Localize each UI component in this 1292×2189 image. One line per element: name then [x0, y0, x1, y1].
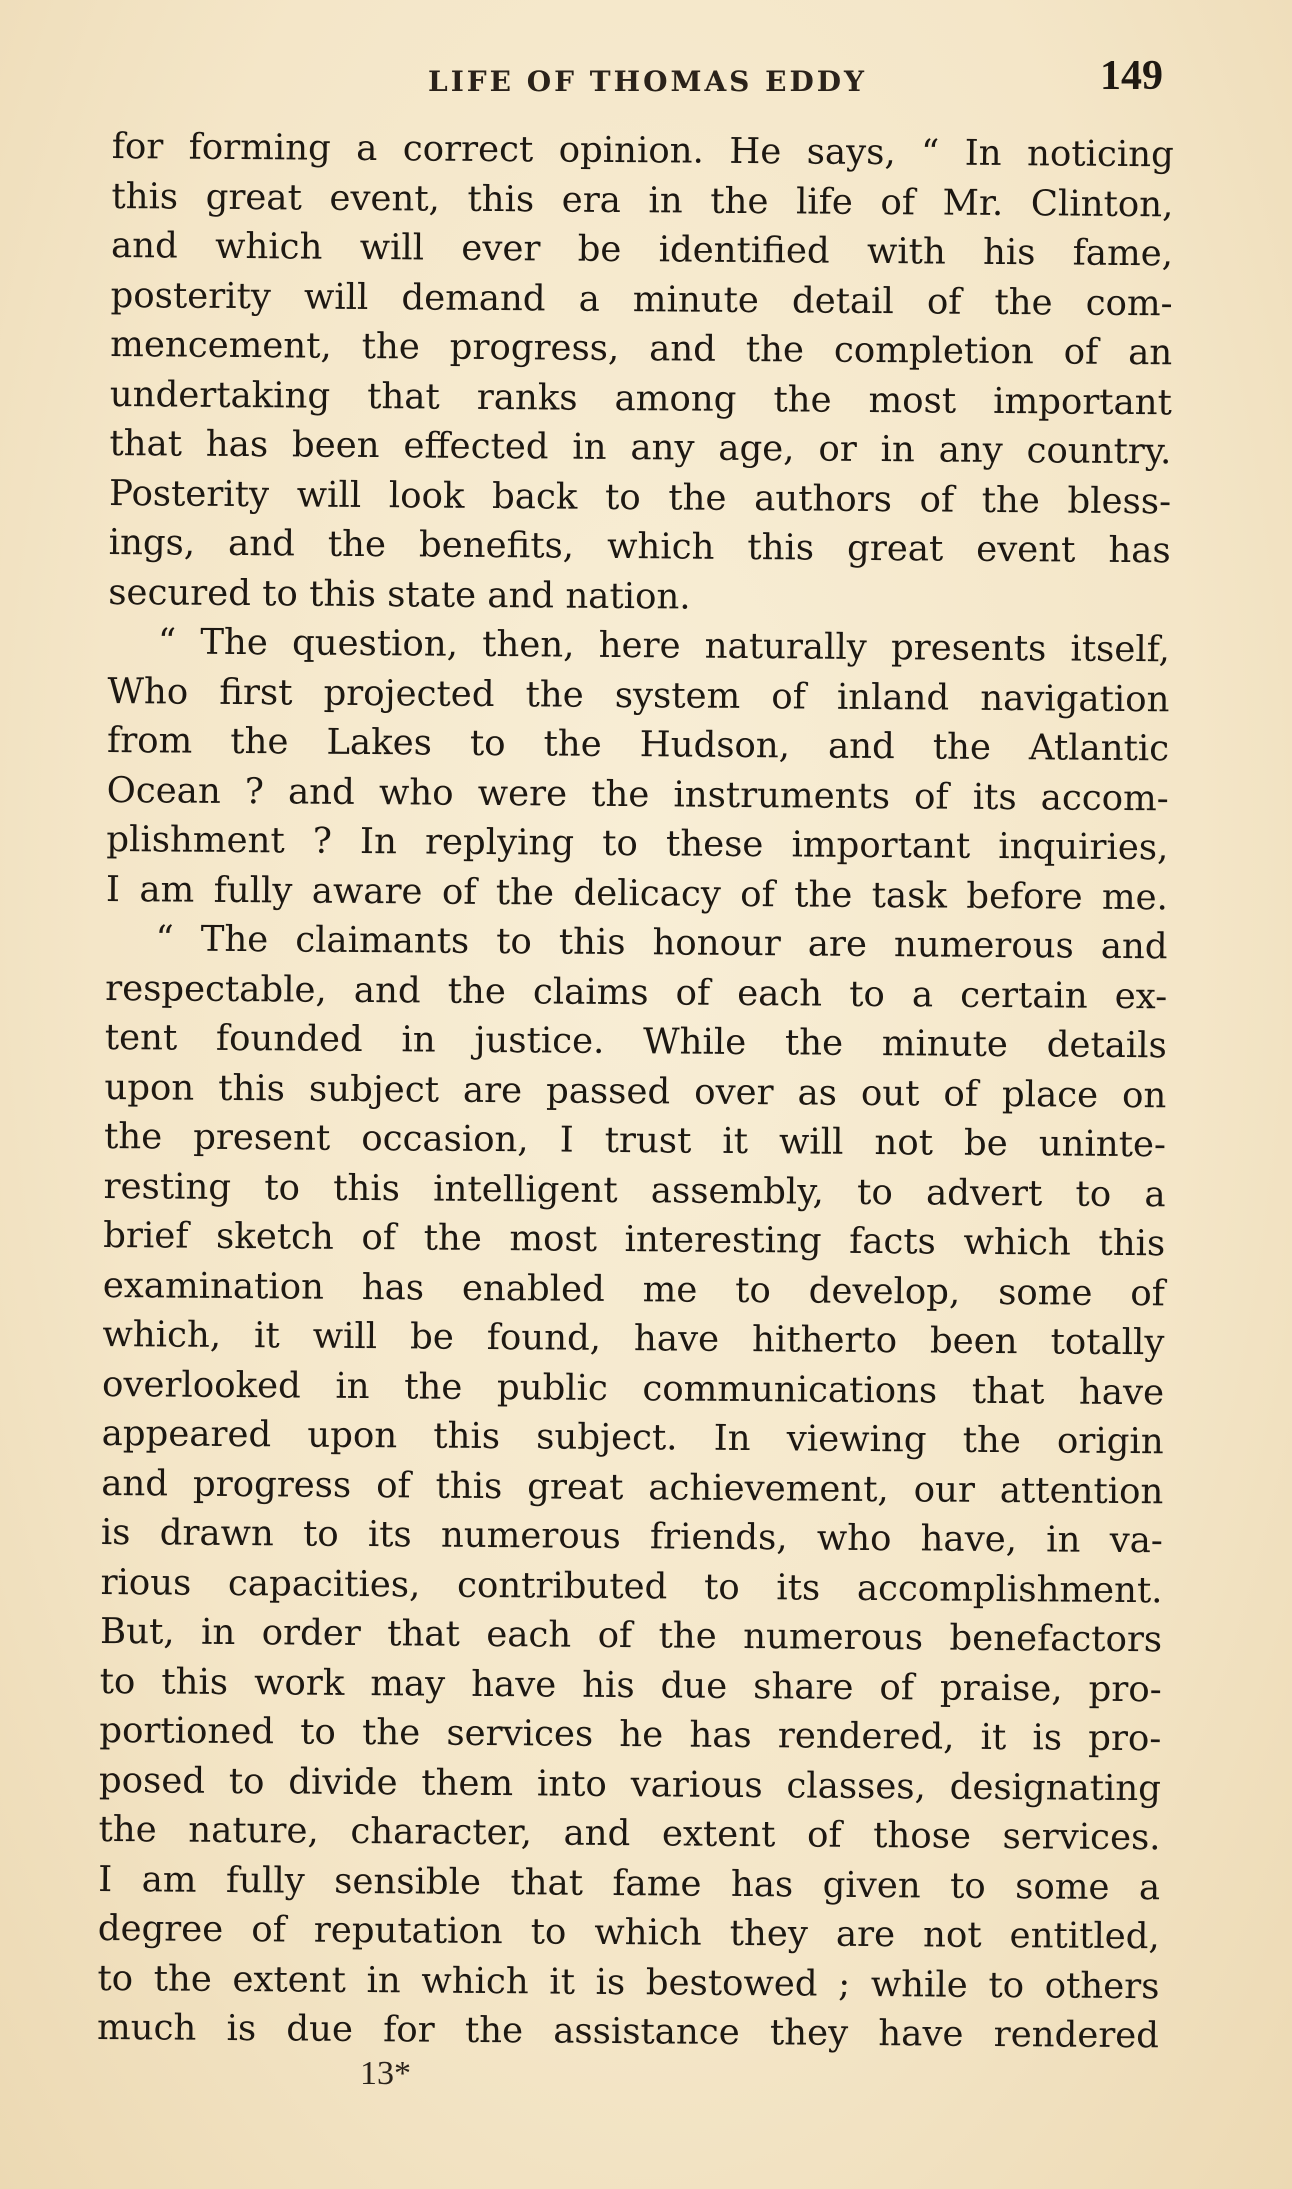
text-line: overlooked in the public communications that have — [101, 1363, 1165, 1413]
text-line: brief sketch of the most interesting facts which this — [103, 1214, 1166, 1265]
text-line: upon this subject are passed over as out of place on — [104, 1066, 1167, 1116]
text-line: undertaking that ranks among the most important — [109, 373, 1172, 423]
text-line: appeared upon this subject. In viewing the origin — [101, 1412, 1164, 1463]
text-line: much is due for the assistance they have rendered — [96, 2006, 1160, 2057]
text-line: mencement, the progress, and the completion of an — [110, 323, 1173, 374]
text-line: which, it will be found, have hitherto been totally — [102, 1313, 1165, 1364]
text-line: and which will ever be identified with his fame, — [110, 224, 1174, 275]
text-line: that has been effected in any age, or in any country. — [109, 422, 1172, 473]
text-line: ings, and the benefits, which this great event has — [108, 521, 1171, 572]
text-line: I am fully aware of the delicacy of the task before me. — [105, 868, 1169, 918]
text-line: But, in order that each of the numerous benefactors — [99, 1610, 1163, 1661]
text-line: this great event, this era in the life of Mr. Clinton, — [111, 175, 1174, 225]
text-line: I am fully sensible that fame has given to some a — [98, 1858, 1161, 1908]
text-line: Who first projected the system of inland navigation — [107, 670, 1170, 720]
text-line: posterity will demand a minute detail of the com- — [110, 274, 1173, 324]
text-line: to the extent in which it is bestowed ; while to others — [97, 1957, 1160, 2007]
text-line: “ The question, then, here naturally presents itself, — [157, 621, 1171, 671]
text-line: and progress of this great achievement, our attention — [101, 1462, 1164, 1512]
text-line: tent founded in justice. While the minute details — [104, 1016, 1167, 1067]
text-line: rious capacities, contributed to its accomplishment. — [100, 1561, 1163, 1611]
text-line: portioned to the services he has rendered, it is pro- — [99, 1709, 1162, 1760]
text-line: resting to this intelligent assembly, to advert to a — [103, 1165, 1166, 1215]
text-line: plishment ? In replying to these important inquiries, — [106, 818, 1169, 869]
text-line: the present occasion, I trust it will not be uninte- — [103, 1115, 1167, 1166]
text-line: for forming a correct opinion. He says, “ In noticing — [111, 125, 1174, 176]
text-line: “ The claimants to this honour are numerous and — [155, 918, 1168, 968]
text-line: posed to divide them into various classes, designating — [98, 1759, 1162, 1809]
body-text — [97, 122, 1190, 2061]
text-line: the nature, character, and extent of those services. — [98, 1808, 1161, 1859]
page-number: 149 — [1100, 53, 1163, 99]
text-line: Posterity will look back to the authors of the bless- — [108, 472, 1172, 522]
text-line: is drawn to its numerous friends, who have, in va- — [100, 1511, 1164, 1562]
running-title: LIFE OF THOMAS EDDY — [428, 65, 868, 98]
signature-mark: 13* — [360, 2055, 411, 2092]
running-head — [0, 53, 1292, 106]
text-line: degree of reputation to which they are not entitled, — [97, 1907, 1160, 1958]
text-line: Ocean ? and who were the instruments of its accom- — [106, 769, 1169, 819]
text-line: respectable, and the claims of each to a certain ex- — [105, 967, 1168, 1017]
text-line: secured to this state and nation. — [108, 571, 691, 618]
text-line: examination has enabled me to develop, some of — [102, 1264, 1165, 1314]
text-line: to this work may have his due share of praise, pro- — [99, 1660, 1162, 1710]
text-line: from the Lakes to the Hudson, and the Atlantic — [106, 719, 1170, 770]
